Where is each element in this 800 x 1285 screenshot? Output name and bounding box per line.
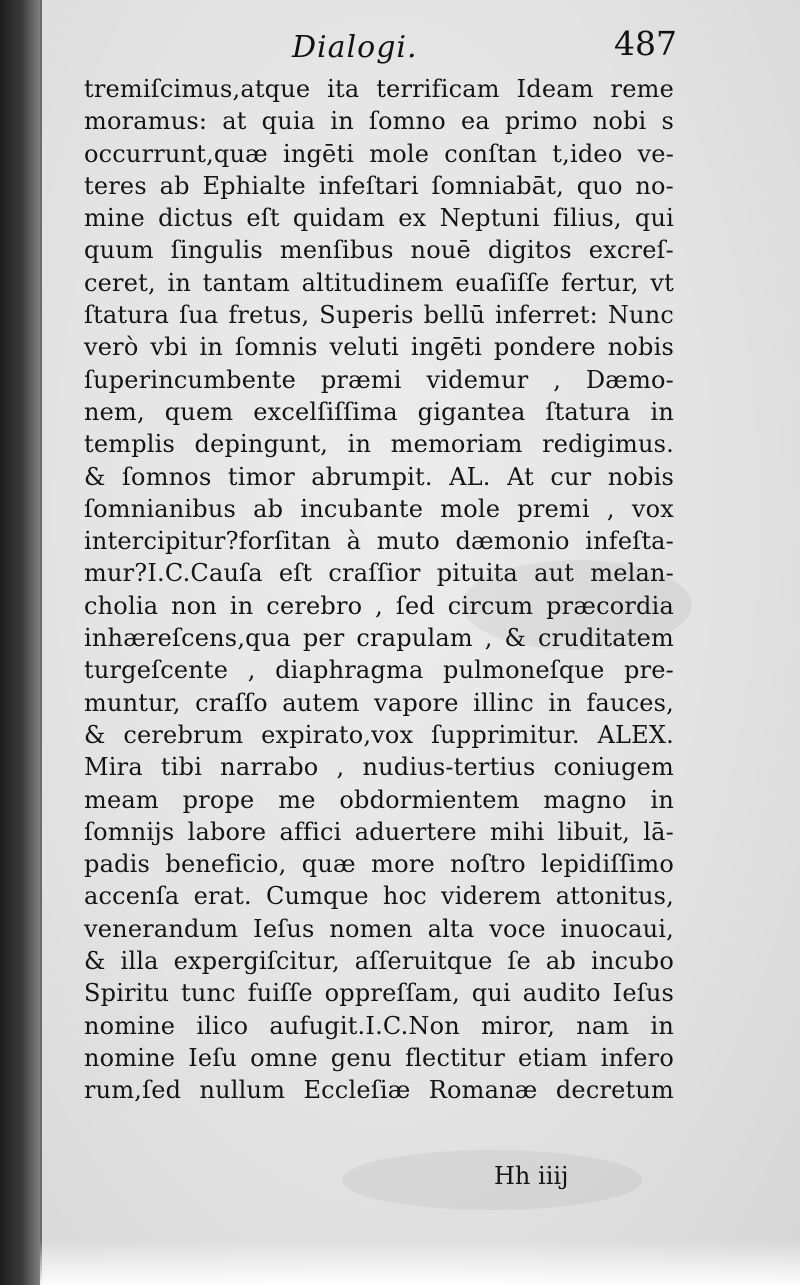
text-line: cholia non in cerebro , ſed circum præcordia: [84, 591, 674, 620]
text-line: rum,ſed nullum Eccleſiæ Romanæ decretum: [84, 1076, 674, 1105]
text-line: & cerebrum expirato,vox ſupprimitur. ALEX.: [84, 720, 674, 749]
text-line: intercipitur?forſitan à muto dæmonio infeſta-: [84, 527, 674, 556]
text-line: & ſomnos timor abrumpit. AL. At cur nobis: [84, 462, 674, 491]
text-line: Mira tibi narrabo , nudius-tertius coniugem: [84, 753, 674, 782]
text-line: nem, quem excelſiſſima gigantea ſtatura in: [84, 397, 674, 426]
text-line: mur?I.C.Cauſa eſt craſſior pituita aut melan-: [84, 559, 674, 588]
body-text: [84, 73, 674, 1107]
running-title: Dialogi.: [292, 30, 418, 65]
text-line: nomine Ieſu omne genu flectitur etiam infero: [84, 1043, 674, 1072]
text-line: templis depingunt, in memoriam redigimus.: [84, 430, 674, 459]
text-line: muntur, craſſo autem vapore illinc in fauces,: [84, 688, 674, 717]
text-line: verò vbi in ſomnis veluti ingēti pondere nobis: [84, 333, 674, 362]
text-line: & illa expergiſcitur, aſſeruitque ſe ab incubo: [84, 947, 674, 976]
text-line: tremiſcimus,atque ita terrificam Ideam reme: [84, 75, 674, 103]
text-line: mine dictus eſt quidam ex Neptuni filius, qui: [84, 204, 674, 233]
text-line: accenſa erat. Cumque hoc viderem attonitus,: [84, 882, 674, 911]
text-line: ſtatura ſua fretus, Superis bellū inferret: Nunc: [84, 301, 674, 330]
text-line: ſuperincumbente præmi videmur , Dæmo-: [84, 365, 674, 394]
text-line: quum ſingulis menſibus nouē digitos excreſ-: [84, 236, 674, 265]
paper-bottom-fade: [40, 1240, 800, 1285]
page-number: 487: [614, 24, 677, 63]
catchword-signature: Hh iiij: [494, 1162, 569, 1190]
running-head: [0, 22, 800, 72]
text-line: ſomnianibus ab incubante mole premi , vox: [84, 494, 674, 523]
text-line: ceret, in tantam altitudinem euaſiſſe fertur, vt: [84, 268, 674, 297]
ink-bleed-through: [342, 1150, 642, 1210]
text-line: occurrunt,quæ ingēti mole conſtan t,ideo ve-: [84, 139, 674, 168]
text-line: nomine ilico aufugit.I.C.Non miror, nam in: [84, 1011, 674, 1040]
text-line: meam prope me obdormientem magno in: [84, 785, 674, 814]
text-line: turgeſcente , diaphragma pulmoneſque pre-: [84, 656, 674, 685]
text-line: ſomnijs labore affici aduertere mihi libuit, lā-: [84, 817, 674, 846]
text-line: Spiritu tunc fuiſſe oppreſſam, qui audito Ieſus: [84, 979, 674, 1008]
text-line: inhæreſcens,qua per crapulam , & cruditatem: [84, 624, 674, 653]
text-line: padis beneficio, quæ more noſtro lepidiſſimo: [84, 850, 674, 879]
text-line: moramus: at quia in ſomno ea primo nobi s: [84, 107, 674, 136]
text-line: venerandum Ieſus nomen alta voce inuocaui,: [84, 914, 674, 943]
text-line: teres ab Ephialte infeſtari ſomniabāt, quo no-: [84, 171, 674, 200]
